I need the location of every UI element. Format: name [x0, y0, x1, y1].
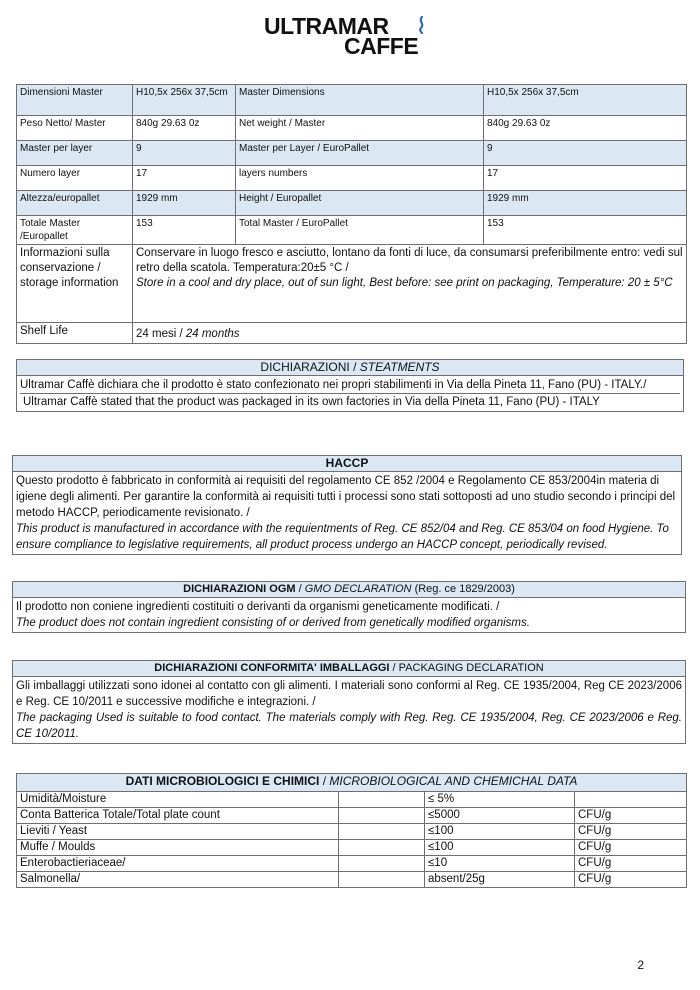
shelf-life-value — [133, 323, 687, 344]
spec-row — [17, 141, 687, 166]
spec-label-en: layers numbers — [236, 166, 484, 191]
micro-unit: CFU/g — [575, 872, 687, 888]
spec-value-it: 17 — [133, 166, 236, 191]
spec-value-en: 9 — [484, 141, 687, 166]
spec-value-it: 1929 mm — [133, 191, 236, 216]
spec-value-it: 153 — [133, 216, 236, 245]
packaging-text-it: Gli imballaggi utilizzati sono idonei al contatto con gli alimenti. I materiali sono conformi al Reg. CE 1935/2004, Reg CE 2023/2006 e Reg. CE 10/2011 e successive modifiche e integrazioni. / — [16, 680, 682, 708]
spec-value-it: 840g 29.63 0z — [133, 116, 236, 141]
micro-value: ≤10 — [425, 856, 575, 872]
spec-label-it: Dimensioni Master — [17, 85, 133, 116]
micro-unit: CFU/g — [575, 808, 687, 824]
micro-param: Lieviti / Yeast — [17, 824, 339, 840]
micro-unit: CFU/g — [575, 840, 687, 856]
spec-label-en: Master Dimensions — [236, 85, 484, 116]
micro-title-en: MICROBIOLOGICAL AND CHEMICHAL DATA — [329, 774, 578, 788]
spec-value-en: 17 — [484, 166, 687, 191]
micro-param: Umidità/Moisture — [17, 792, 339, 808]
gmo-title-en: GMO DECLARATION — [304, 583, 412, 595]
spec-label-en: Height / Europallet — [236, 191, 484, 216]
micro-param: Enterobactieriaceae/ — [17, 856, 339, 872]
title-separator: / — [349, 360, 360, 374]
product-spec-table — [16, 84, 687, 344]
micro-param: Muffe / Moulds — [17, 840, 339, 856]
micro-value: ≤100 — [425, 824, 575, 840]
micro-unit: CFU/g — [575, 856, 687, 872]
gmo-text-it: Il prodotto non coniene ingredienti costituiti o derivanti da organismi geneticamente modificati. / — [16, 601, 500, 613]
packaging-title — [13, 661, 685, 677]
packaging-title-en: / PACKAGING DECLARATION — [389, 662, 544, 674]
micro-empty — [339, 872, 425, 888]
spec-value-it: H10,5x 256x 37,5cm — [133, 85, 236, 116]
spec-value-en: 840g 29.63 0z — [484, 116, 687, 141]
micro-unit — [575, 792, 687, 808]
spec-row — [17, 116, 687, 141]
micro-row — [17, 856, 687, 872]
packaging-section — [12, 660, 686, 744]
spec-label-en: Net weight / Master — [236, 116, 484, 141]
micro-row — [17, 792, 687, 808]
declarations-text-en: Ultramar Caffè stated that the product was packaged in its own factories in Via della Pineta 11, Fano (PU) - ITALY — [23, 396, 600, 408]
micro-empty — [339, 824, 425, 840]
declarations-text-it: Ultramar Caffè dichiara che il prodotto è stato confezionato nei propri stabilimenti in Via della Pineta 11, Fano (PU) - ITALY./ — [20, 377, 680, 394]
micro-empty — [339, 792, 425, 808]
micro-value: absent/25g — [425, 872, 575, 888]
micro-value: ≤100 — [425, 840, 575, 856]
spec-row — [17, 191, 687, 216]
micro-empty — [339, 840, 425, 856]
shelf-life-en: 24 months — [185, 328, 240, 340]
haccp-text-en: This product is manufactured in accordance with the requientments of Reg. CE 852/04 and Reg. CE 853/04 on food Hygiene. To ensure compliance to legislative requirements, all product process undergo an HACCP concept, periodically revised. — [16, 523, 669, 551]
micro-value: ≤ 5% — [425, 792, 575, 808]
declarations-title-en: STEATMENTS — [359, 360, 440, 374]
title-separator: / — [295, 583, 305, 595]
ultramar-caffe-logo — [264, 13, 434, 59]
shelf-life-it: 24 mesi / — [136, 328, 186, 340]
title-separator: / — [319, 774, 330, 788]
storage-row — [17, 245, 687, 323]
spec-value-en: 153 — [484, 216, 687, 245]
micro-empty — [339, 808, 425, 824]
spec-label-it: Peso Netto/ Master — [17, 116, 133, 141]
shelf-life-label: Shelf Life — [17, 323, 133, 344]
spec-label-it: Totale Master /Europallet — [17, 216, 133, 245]
micro-title — [17, 774, 687, 792]
spec-value-it: 9 — [133, 141, 236, 166]
micro-row — [17, 840, 687, 856]
micro-empty — [339, 856, 425, 872]
micro-row — [17, 872, 687, 888]
spec-label-en: Total Master / EuroPallet — [236, 216, 484, 245]
spec-label-it: Master per layer — [17, 141, 133, 166]
haccp-text-it: Questo prodotto è fabbricato in conformità ai requisiti del regolamento CE 852 /2004 e Regolamento CE 853/2004in materia di igiene degli alimenti. Per garantire la conformità ai requisiti tutti i processi sono stati sottoposti ad uno studio secondo i principi del metodo HACCP, periodicamente revisionato. / — [16, 475, 676, 519]
gmo-section — [12, 581, 686, 633]
declarations-title — [17, 360, 683, 376]
spec-row — [17, 216, 687, 245]
packaging-text-en: The packaging Used is suitable to food contact. The materials comply with Reg. Reg. CE 1935/2004, Reg. CE 2023/2006 e Reg. CE 10/2011. — [16, 712, 682, 740]
storage-text-en: Store in a cool and dry place, out of sun light, Best before: see print on packaging, Temperature: 20 ± 5°C — [136, 277, 673, 289]
spec-row — [17, 166, 687, 191]
micro-row — [17, 808, 687, 824]
micro-param: Conta Batterica Totale/Total plate count — [17, 808, 339, 824]
haccp-section — [12, 455, 682, 555]
gmo-title-reg: (Reg. ce 1829/2003) — [411, 583, 515, 595]
page-number: 2 — [637, 958, 644, 972]
micro-param: Salmonella/ — [17, 872, 339, 888]
gmo-title — [13, 582, 685, 598]
shelf-life-row — [17, 323, 687, 344]
micro-row — [17, 824, 687, 840]
logo-line-1: ULTRAMAR — [264, 13, 389, 39]
spec-label-en: Master per Layer / EuroPallet — [236, 141, 484, 166]
declarations-title-it: DICHIARAZIONI — [260, 360, 350, 374]
micro-value: ≤5000 — [425, 808, 575, 824]
packaging-title-it: DICHIARAZIONI CONFORMITA' IMBALLAGGI — [154, 662, 390, 674]
gmo-title-it: DICHIARAZIONI OGM — [183, 583, 296, 595]
logo-line-2: CAFFE — [344, 33, 419, 59]
logo-steam-icon — [416, 16, 426, 34]
spec-label-it: Altezza/europallet — [17, 191, 133, 216]
declarations-section — [16, 359, 684, 412]
gmo-text-en: The product does not contain ingredient consisting of or derived from genetically modified organisms. — [16, 617, 530, 629]
spec-value-en: H10,5x 256x 37,5cm — [484, 85, 687, 116]
spec-row — [17, 85, 687, 116]
spec-label-it: Numero layer — [17, 166, 133, 191]
microbiological-data-table — [16, 773, 687, 888]
storage-text — [133, 245, 687, 323]
micro-header-row — [17, 774, 687, 792]
storage-text-it: Conservare in luogo fresco e asciutto, lontano da fonti di luce, da consumarsi preferibilmente entro: vedi sul retro della scatola. Temperatura:20±5 °C / — [136, 247, 683, 274]
micro-title-it: DATI MICROBIOLOGICI E CHIMICI — [125, 774, 320, 788]
haccp-title: HACCP — [13, 456, 681, 472]
storage-label: Informazioni sulla conservazione / storage information — [17, 245, 133, 323]
micro-unit: CFU/g — [575, 824, 687, 840]
spec-value-en: 1929 mm — [484, 191, 687, 216]
